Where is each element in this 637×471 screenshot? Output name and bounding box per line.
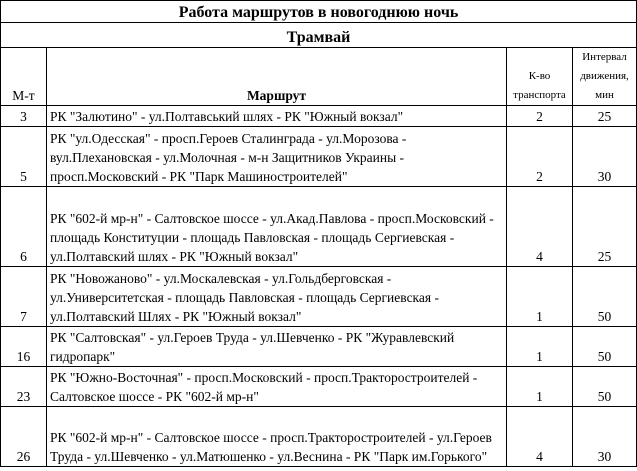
interval-minutes: 25 bbox=[573, 187, 637, 267]
route-number: 26 bbox=[1, 407, 47, 467]
table-row bbox=[1, 367, 637, 407]
route-number: 5 bbox=[1, 127, 47, 187]
vehicle-count: 1 bbox=[507, 267, 573, 327]
title-row bbox=[1, 1, 637, 23]
transport-type-subtitle: Трамвай bbox=[1, 23, 637, 48]
subtitle-row bbox=[1, 23, 637, 48]
header-interval: Интервал движения, мин bbox=[573, 48, 637, 106]
table-row bbox=[1, 187, 637, 267]
interval-minutes: 50 bbox=[573, 367, 637, 407]
vehicle-count: 4 bbox=[507, 187, 573, 267]
route-number: 7 bbox=[1, 267, 47, 327]
route-description: РК "Южно-Восточная" - просп.Московский - просп.Тракторостроителей - Салтовское шоссе - РК "602-й мр-н" bbox=[47, 367, 507, 407]
table-row bbox=[1, 267, 637, 327]
route-description: РК "602-й мр-н" - Салтовское шоссе - ул.Акад.Павлова - просп.Московский - площадь Конституции - площадь Павловская - площадь Сергиевская - ул.Полтавский шлях - РК "Южный вокзал" bbox=[47, 187, 507, 267]
route-description: РК "ул.Одесская" - просп.Героев Сталинграда - ул.Морозова - вул.Плехановская - ул.Молочная - м-н Защитников Украины - просп.Московский - РК "Парк Машиностроителей" bbox=[47, 127, 507, 187]
interval-minutes: 50 bbox=[573, 327, 637, 367]
vehicle-count: 1 bbox=[507, 367, 573, 407]
vehicle-count: 1 bbox=[507, 327, 573, 367]
interval-minutes: 30 bbox=[573, 127, 637, 187]
table-row bbox=[1, 106, 637, 127]
vehicle-count: 2 bbox=[507, 106, 573, 127]
interval-minutes: 30 bbox=[573, 407, 637, 467]
route-number: 23 bbox=[1, 367, 47, 407]
table-title: Работа маршрутов в новогоднюю ночь bbox=[1, 1, 637, 23]
header-route-number: М-т bbox=[1, 48, 47, 106]
route-description: РК "Залютино" - ул.Полтавський шлях - РК "Южный вокзал" bbox=[47, 106, 507, 127]
vehicle-count: 2 bbox=[507, 127, 573, 187]
route-description: РК "Новожаново" - ул.Москалевская - ул.Гольдберговская - ул.Университетская - площадь Павловская - площадь Сергиевская - ул.Полтавский Шлях - РК "Южный вокзал" bbox=[47, 267, 507, 327]
route-number: 6 bbox=[1, 187, 47, 267]
interval-minutes: 50 bbox=[573, 267, 637, 327]
header-route: Маршрут bbox=[47, 48, 507, 106]
vehicle-count: 4 bbox=[507, 407, 573, 467]
header-vehicle-count: К-во транспорта bbox=[507, 48, 573, 106]
table-row bbox=[1, 327, 637, 367]
header-row bbox=[1, 48, 637, 106]
route-number: 3 bbox=[1, 106, 47, 127]
route-description: РК "Салтовская" - ул.Героев Труда - ул.Шевченко - РК "Журавлевский гидропарк" bbox=[47, 327, 507, 367]
route-description: РК "602-й мр-н" - Салтовское шоссе - просп.Тракторостроителей - ул.Героев Труда - ул.Шевченко - ул.Матюшенко - ул.Веснина - РК "Парк им.Горького" bbox=[47, 407, 507, 467]
interval-minutes: 25 bbox=[573, 106, 637, 127]
table-row bbox=[1, 407, 637, 467]
route-number: 16 bbox=[1, 327, 47, 367]
table-row bbox=[1, 127, 637, 187]
